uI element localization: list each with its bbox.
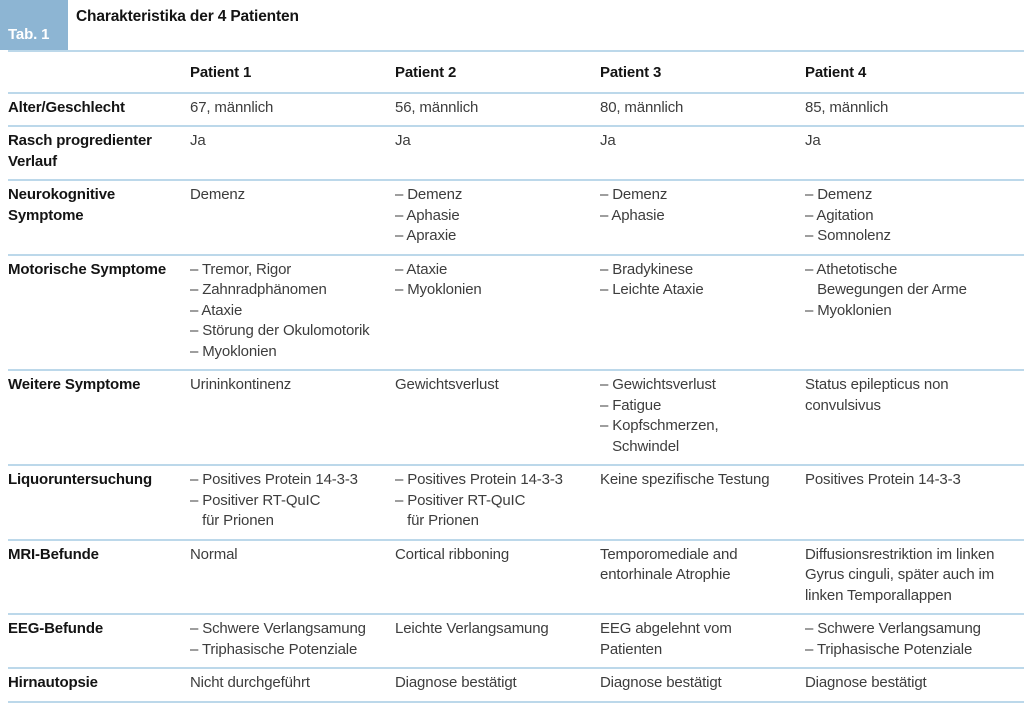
cell-line: – Somnolenz: [805, 227, 891, 244]
cell-line: Schwindel: [600, 437, 680, 455]
column-header-patient-3: Patient 3: [600, 64, 662, 81]
data-cell: [805, 94, 1024, 126]
cell-line: – Ataxie: [395, 260, 448, 278]
cell-line: – Zahnradphänomen: [190, 281, 327, 298]
data-cell: [805, 669, 1024, 701]
cell-line: Keine spezifische Testung: [600, 471, 770, 488]
data-cell: [395, 127, 600, 179]
table-row: [8, 369, 1024, 464]
cell-line: – Störung der Okulomotorik: [190, 322, 370, 339]
cell-line: – Ataxie: [190, 301, 243, 319]
cell-line: – Gewichtsverlust: [600, 376, 716, 393]
data-cell: [190, 256, 395, 370]
data-cell: [190, 181, 395, 254]
cell-line: – Positiver RT-QuIC: [395, 491, 526, 509]
cell-line: – Myoklonien: [805, 301, 892, 319]
cell-line: Diffusionsrestriktion im linken Gyrus cinguli, später auch im linken Temporallappen: [805, 545, 999, 604]
cell-line: Positives Protein 14-3-3: [805, 471, 961, 488]
data-cell: [190, 371, 395, 464]
data-cell: [190, 669, 395, 701]
cell-line: – Fatigue: [600, 396, 662, 414]
data-cell: [805, 615, 1024, 667]
data-cell: [600, 466, 805, 539]
cell-line: Cortical ribboning: [395, 545, 510, 563]
cell-line: – Tremor, Rigor: [190, 260, 292, 278]
cell-line: 56, männlich: [395, 98, 479, 116]
data-cell: [805, 127, 1024, 179]
data-cell: [190, 466, 395, 539]
row-label: Alter/Geschlecht: [8, 98, 125, 116]
cell-line: – Schwere Verlangsamung: [190, 620, 366, 637]
cell-line: 80, männlich: [600, 98, 684, 116]
table-number-badge: [0, 0, 68, 50]
cell-line: Ja: [395, 132, 411, 149]
data-cell: [395, 466, 600, 539]
cell-line: – Positives Protein 14-3-3: [395, 471, 563, 488]
cell-line: Temporomediale and entorhinale Atrophie: [600, 545, 742, 583]
data-cell: [190, 541, 395, 614]
table-number-label: Tab. 1: [8, 25, 50, 43]
data-cell: [395, 256, 600, 370]
cell-line: Status epilepticus non convulsivus: [805, 376, 953, 414]
table-row: [8, 92, 1024, 126]
cell-line: Bewegungen der Arme: [805, 281, 967, 298]
data-cell: [395, 615, 600, 667]
cell-line: – Positives Protein 14-3-3: [190, 471, 358, 488]
cell-line: – Schwere Verlangsamung: [805, 620, 981, 637]
row-label: MRI-Befunde: [8, 545, 99, 563]
row-label: Weitere Symptome: [8, 376, 141, 393]
cell-line: – Myoklonien: [395, 281, 482, 298]
table-row: [8, 539, 1024, 614]
table-header-row: [8, 50, 1024, 92]
data-cell: [805, 371, 1024, 464]
table-row: [8, 179, 1024, 254]
cell-line: – Myoklonien: [190, 342, 277, 360]
column-header-patient-1: Patient 1: [190, 64, 252, 81]
cell-line: – Demenz: [805, 186, 873, 203]
data-cell: [190, 127, 395, 179]
cell-line: – Triphasische Potenziale: [190, 640, 358, 658]
column-header-patient-4: Patient 4: [805, 64, 867, 81]
table-row: [8, 667, 1024, 703]
cell-line: Normal: [190, 545, 238, 563]
cell-line: – Apraxie: [395, 227, 457, 244]
row-label: Liquoruntersuchung: [8, 471, 152, 488]
data-cell: [600, 669, 805, 701]
row-label: Rasch progredienter Verlauf: [8, 132, 156, 170]
table-row: [8, 125, 1024, 179]
data-cell: [805, 181, 1024, 254]
data-cell: [600, 94, 805, 126]
cell-line: Diagnose bestätigt: [805, 674, 927, 691]
cell-line: – Aphasie: [395, 206, 460, 224]
patients-characteristics-table: [0, 50, 1024, 703]
cell-line: – Bradykinese: [600, 260, 694, 278]
cell-line: – Leichte Ataxie: [600, 281, 704, 298]
cell-line: Urininkontinenz: [190, 376, 292, 393]
cell-line: Ja: [190, 132, 206, 149]
column-header-patient-2: Patient 2: [395, 64, 457, 81]
cell-line: Leichte Verlangsamung: [395, 620, 549, 637]
cell-line: – Agitation: [805, 206, 874, 224]
data-cell: [600, 615, 805, 667]
cell-line: für Prionen: [190, 512, 274, 529]
cell-line: Ja: [805, 132, 821, 149]
cell-line: – Athetotische: [805, 260, 898, 278]
cell-line: Demenz: [190, 186, 245, 203]
data-cell: [600, 181, 805, 254]
cell-line: – Positiver RT-QuIC: [190, 491, 321, 509]
cell-line: Nicht durchgeführt: [190, 674, 310, 691]
data-cell: [600, 127, 805, 179]
table-title: Charakteristika der 4 Patienten: [76, 8, 299, 25]
data-cell: [395, 541, 600, 614]
cell-line: Gewichtsverlust: [395, 376, 499, 393]
data-cell: [395, 94, 600, 126]
table-row: [8, 254, 1024, 370]
row-label: Hirnautopsie: [8, 674, 98, 691]
cell-line: – Triphasische Potenziale: [805, 640, 973, 658]
data-cell: [805, 541, 1024, 614]
data-cell: [395, 181, 600, 254]
corner-cell: [8, 52, 190, 92]
data-cell: [190, 94, 395, 126]
cell-line: für Prionen: [395, 512, 479, 529]
row-label: EEG-Befunde: [8, 620, 104, 637]
table-row: [8, 613, 1024, 667]
cell-line: Diagnose bestätigt: [600, 674, 722, 691]
cell-line: Diagnose bestätigt: [395, 674, 517, 691]
data-cell: [600, 371, 805, 464]
cell-line: 85, männlich: [805, 98, 889, 116]
cell-line: – Aphasie: [600, 206, 665, 224]
data-cell: [805, 466, 1024, 539]
data-cell: [395, 371, 600, 464]
cell-line: – Demenz: [395, 186, 463, 203]
table-row: [8, 464, 1024, 539]
cell-line: 67, männlich: [190, 98, 274, 116]
figure-header: [0, 0, 1024, 50]
data-cell: [395, 669, 600, 701]
cell-line: Ja: [600, 132, 616, 149]
data-cell: [600, 256, 805, 370]
cell-line: EEG abgelehnt vom Patienten: [600, 620, 736, 658]
cell-line: – Demenz: [600, 186, 668, 203]
row-label: Motorische Symptome: [8, 260, 167, 278]
cell-line: – Kopfschmerzen,: [600, 417, 719, 434]
data-cell: [190, 615, 395, 667]
row-label: Neurokognitive Symptome: [8, 186, 120, 224]
data-cell: [805, 256, 1024, 370]
data-cell: [600, 541, 805, 614]
